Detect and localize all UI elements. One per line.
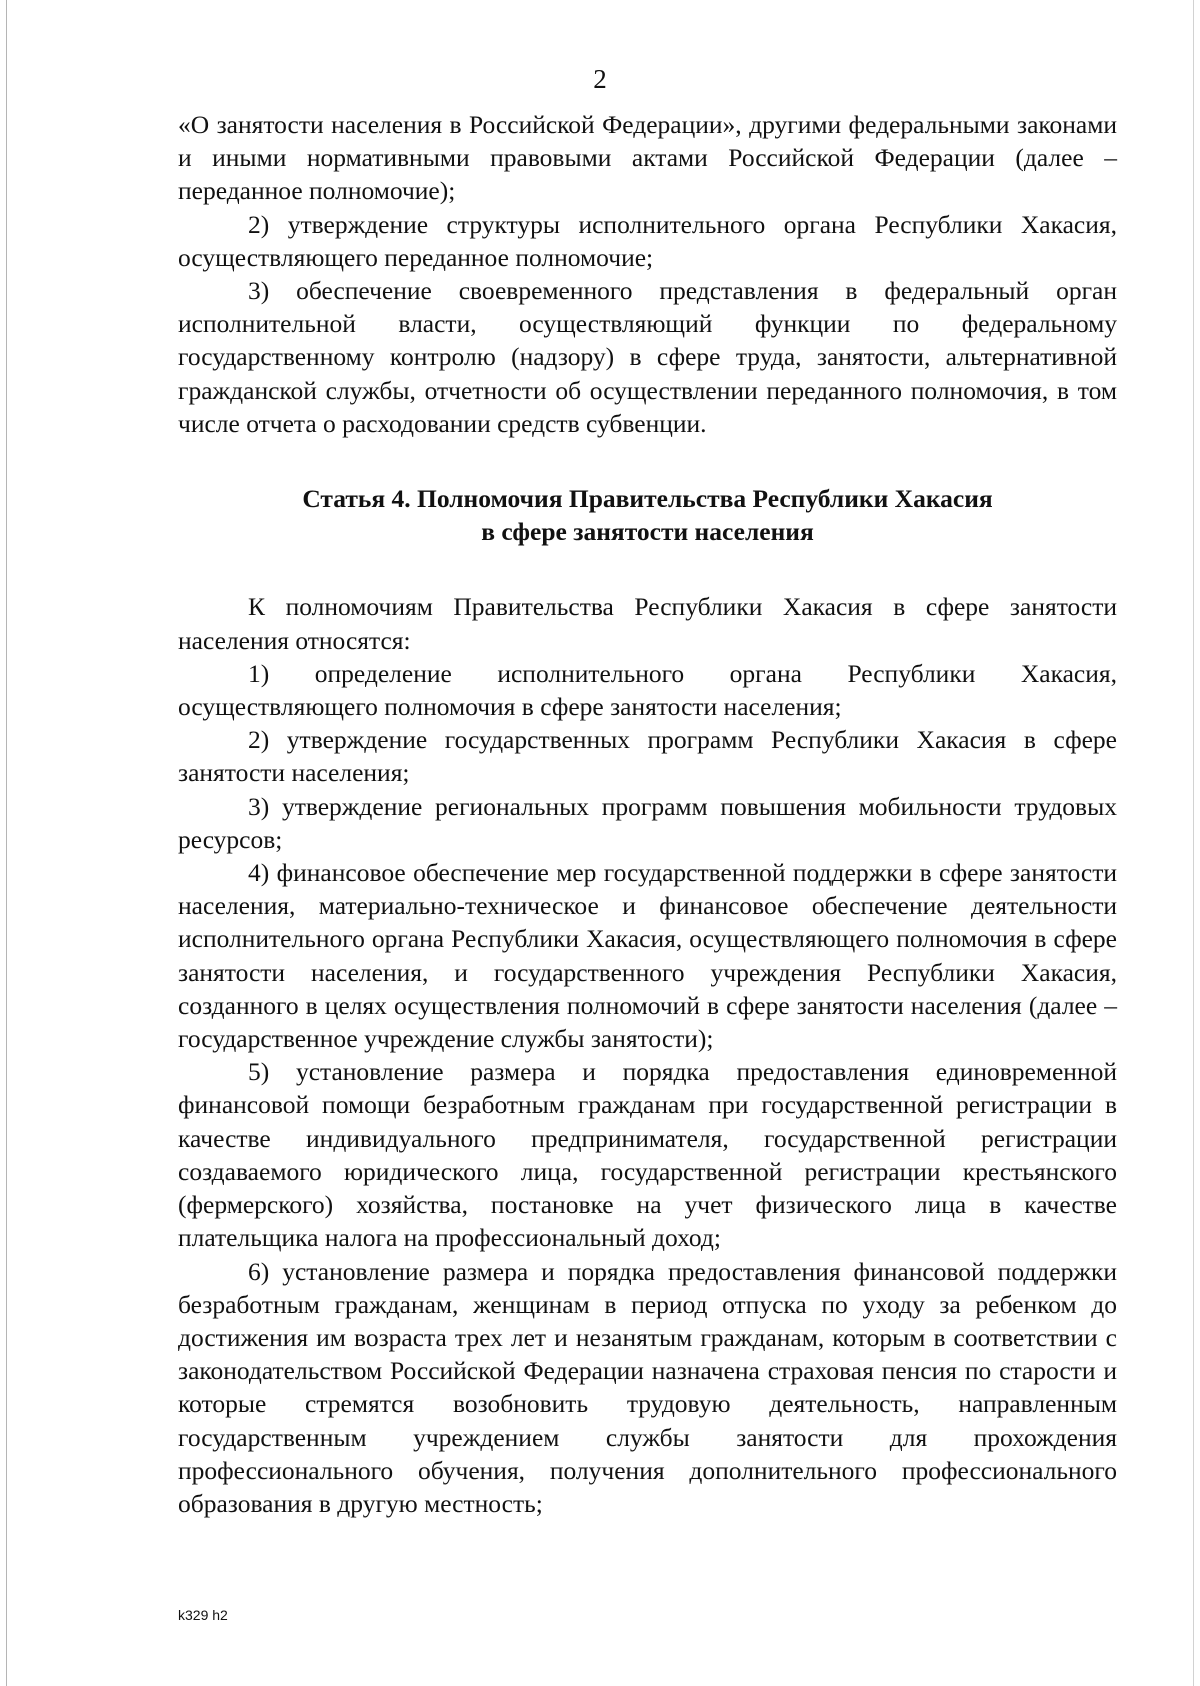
scan-edge-right [1193,0,1194,1686]
article-intro: К полномочиям Правительства Республики Хакасия в сфере занятости населения относятся: [178,592,1117,655]
article-title-line-1: Статья 4. Полномочия Правительства Республики Хакасия [302,484,993,514]
scan-edge-left [6,0,7,1686]
list-item-2-structure: 2) утверждение структуры исполнительного органа Республики Хакасия, осуществляющего переданное полномочие; [178,209,1117,272]
article-item-1: 1) определение исполнительного органа Республики Хакасия, осуществляющего полномочия в сфере занятости населения; [178,658,1117,722]
article-item-5: 5) установление размера и порядка предоставления единовременной финансовой помощи безработным гражданам при государственной регистрации в качестве индивидуального предпринимателя, государственной регистрации создаваемого юридического лица, государственной регистрации крестьянского (фермерского) хозяйства, постановке на учет физического лица в качестве плательщика налога на профессиональный доход; [178,1057,1117,1253]
paragraph-continuation: «О занятости населения в Российской Федерации», другими федеральными законами и иными нормативными правовыми актами Российской Федерации (далее – переданное полномочие); [178,110,1117,206]
list-item-3-reporting: 3) обеспечение своевременного представления в федеральный орган исполнительной власти, осуществляющий функции по федеральному государственному контролю (надзору) в сфере труда, занятости, альтернативной гражданской службы, отчетности об осуществлении переданного полномочия, в том числе отчета о расходовании средств субвенции. [178,276,1117,438]
article-title [178,482,1117,548]
article-item-4: 4) финансовое обеспечение мер государственной поддержки в сфере занятости населения, материально-техническое и финансовое обеспечение деятельности исполнительного органа Республики Хакасия, осуществляющего полномочия в сфере занятости населения, и государственного учреждения Республики Хакасия, созданного в целях осуществления полномочий в сфере занятости населения (далее – государственное учреждение службы занятости); [178,858,1117,1054]
article-item-3: 3) утверждение региональных программ повышения мобильности трудовых ресурсов; [178,791,1117,854]
article-item-6: 6) установление размера и порядка предоставления финансовой поддержки безработным гражданам, женщинам в период отпуска по уходу за ребенком до достижения им возраста трех лет и незанятым гражданам, которым в соответствии с законодательством Российской Федерации назначена страховая пенсия по старости и которые стремятся возобновить трудовую деятельность, направленным государственным учреждением службы занятости для прохождения профессионального обучения, получения дополнительного профессионального образования в другую местность; [178,1256,1117,1518]
document-body [178,108,1117,1520]
article-item-2: 2) утверждение государственных программ Республики Хакасия в сфере занятости населения; [178,725,1117,788]
article-title-line-2: в сфере занятости населения [481,517,814,547]
page-number: 2 [593,64,607,94]
footer-document-code: k329 h2 [178,1607,228,1623]
